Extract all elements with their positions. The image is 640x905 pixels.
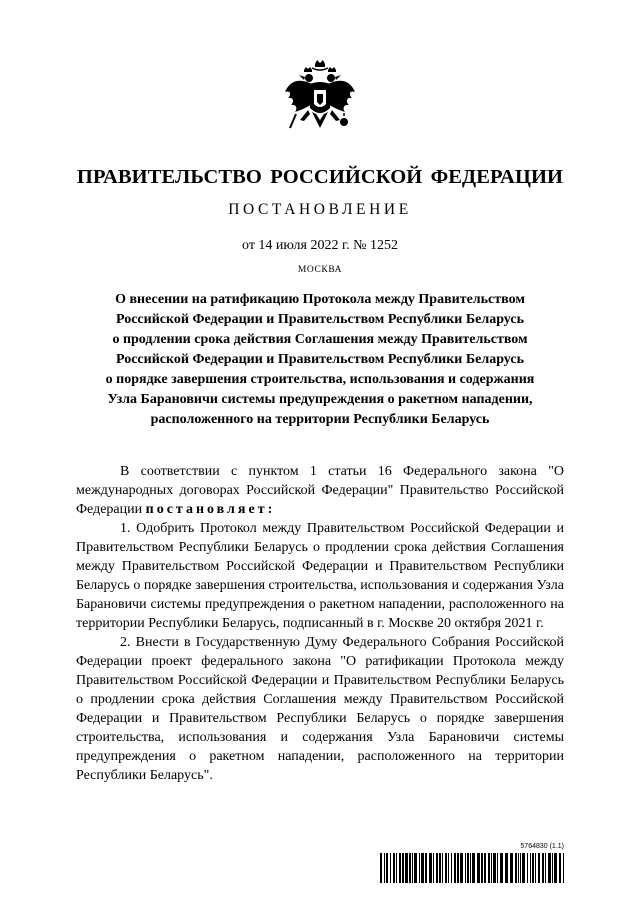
title-line: Российской Федерации и Правительством Республики Беларусь xyxy=(116,312,524,327)
item-1: 1. Одобрить Протокол между Правительством Российской Федерации и Правительством Республики Беларусь о продлении срока действия Соглашения между Правительством Российской Федерации и Правительством Республики Беларусь о порядке завершения строительства, использования и содержания Узла Барановичи системы предупреждения о ракетном нападении, расположенного на территории Республики Беларусь, подписанный в г. Москве 20 октября 2021 г. xyxy=(76,521,564,631)
document-body xyxy=(76,462,564,785)
item-2: 2. Внести в Государственную Думу Федерального Собрания Российской Федерации проект федерального закона "О ратификации Протокола между Правительством Российской Федерации и Правительством Республики Беларусь о продлении срока действия Соглашения между Правительством Российской Федерации и Правительством Республики Беларусь о порядке завершения строительства, использования и содержания Узла Барановичи системы предупреждения о ракетном нападении, расположенного на территории Республики Беларусь". xyxy=(76,635,564,783)
city: МОСКВА xyxy=(297,265,343,275)
title-line: Узла Барановичи системы предупреждения о ракетном нападении, xyxy=(107,392,533,407)
intro-paragraph xyxy=(76,462,564,519)
intro-text: В соответствии с пунктом 1 статьи 16 Федерального закона "О международных договорах Российской Федерации" Правительство Российской Федерации xyxy=(76,464,564,517)
date-and-number: от 14 июля 2022 г. № 1252 xyxy=(242,238,398,253)
document-code: 5764830 (1.1) xyxy=(520,843,564,850)
title-line: расположенного на территории Республики Беларусь xyxy=(150,412,490,427)
organization-title: ПРАВИТЕЛЬСТВО РОССИЙСКОЙ ФЕДЕРАЦИИ xyxy=(76,166,564,188)
russian-coat-of-arms-icon xyxy=(282,58,358,146)
title-line: о продлении срока действия Соглашения между Правительством xyxy=(112,332,528,347)
title-line: Российской Федерации и Правительством Республики Беларусь xyxy=(116,352,524,367)
document-title xyxy=(70,290,570,430)
title-line: о порядке завершения строительства, использования и содержания xyxy=(105,372,535,387)
title-line: О внесении на ратификацию Протокола между Правительством xyxy=(115,292,525,307)
document-type: ПОСТАНОВЛЕНИЕ xyxy=(228,201,412,218)
barcode-icon xyxy=(380,853,564,883)
decree-word: постановляет: xyxy=(145,502,276,517)
